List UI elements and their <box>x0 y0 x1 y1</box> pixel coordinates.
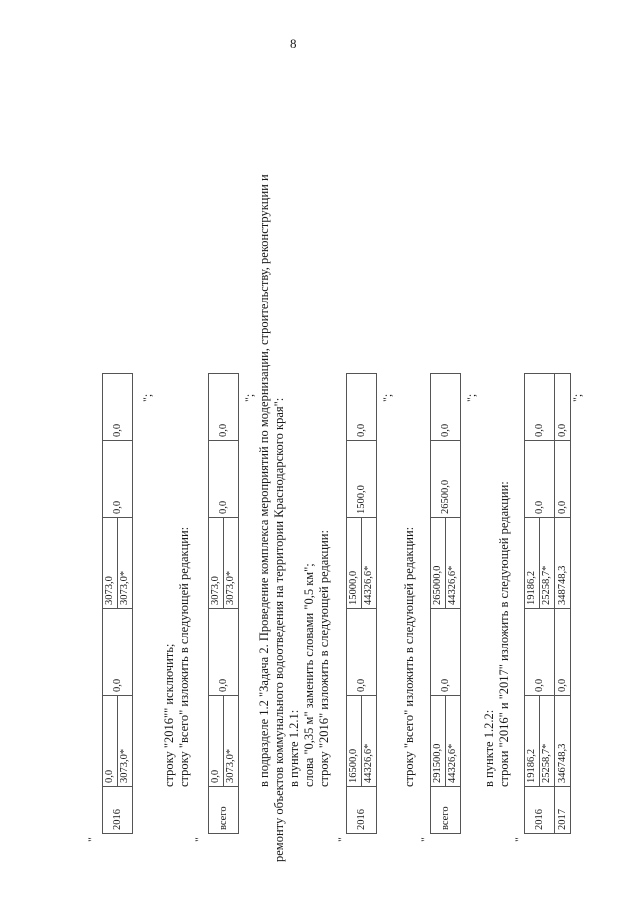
quote-close: "; <box>140 393 154 402</box>
quote-close: "; <box>570 393 584 402</box>
year-cell: 2016 <box>103 787 133 834</box>
cell: 26500,0 <box>431 441 461 518</box>
cell: 0,0 <box>103 374 133 441</box>
cell: 15000,0 44326,6* <box>347 518 377 609</box>
text-line: строку "всего" изложить в следующей редакции: <box>402 526 416 787</box>
cell: 0,0 <box>525 441 555 518</box>
cell: 0,0 <box>525 609 555 696</box>
year-cell: всего <box>431 787 461 834</box>
page-number: 8 <box>290 36 297 51</box>
quote-open: " <box>418 837 432 842</box>
year-cell: 2016 <box>347 787 377 834</box>
cell-total: 0,0 3073,0* <box>103 696 133 787</box>
cell: 0,0 <box>209 374 239 441</box>
table-rows-2016-2017 <box>524 373 571 834</box>
cell: 265000,0 44326,6* <box>431 518 461 609</box>
quote-close: "; <box>242 393 256 402</box>
text-line: в пункте 1.2.1: <box>287 709 301 787</box>
cell: 0,0 <box>103 609 133 696</box>
text-line: слова "0,35 м" заменить словами "0,5 км"; <box>302 563 316 787</box>
cell: 1500,0 <box>347 441 377 518</box>
cell: 0,0 <box>103 441 133 518</box>
cell: 0,0 <box>555 609 571 696</box>
text-line: строку "2016"" исключить; <box>162 643 176 787</box>
year-cell: 2016 <box>525 787 555 834</box>
table-row-total-new <box>430 373 461 834</box>
cell: 0,0 <box>555 374 571 441</box>
cell: 3073,0 3073,0* <box>209 518 239 609</box>
cell: 3073,0 3073,0* <box>103 518 133 609</box>
year-cell: 2017 <box>555 787 571 834</box>
text-line: строки "2016" и "2017" изложить в следующей редакции: <box>497 481 511 787</box>
cell: 0,0 <box>347 374 377 441</box>
cell: 291500,0 44326,6* <box>431 696 461 787</box>
cell: 348748,3 <box>555 518 571 609</box>
text-line: в пункте 1.2.2: <box>482 709 496 787</box>
table-row-total <box>208 373 239 834</box>
cell: 0,0 <box>209 441 239 518</box>
cell: 0,0 <box>209 609 239 696</box>
cell: 0,0 <box>347 609 377 696</box>
text-line: строку "всего" изложить в следующей редакции: <box>177 526 191 787</box>
quote-open: " <box>335 837 349 842</box>
cell: 19186,2 25258,7* <box>525 518 555 609</box>
quote-close: "; <box>464 393 478 402</box>
cell: 0,0 3073,0* <box>209 696 239 787</box>
text-line: ремонту объектов коммунального водоотведения на территории Краснодарского края": <box>272 397 286 862</box>
cell: 0,0 <box>431 374 461 441</box>
text-line: в подразделе 1.2 "Задача 2. Проведение комплекса мероприятий по модернизации, строительству, реконструкции и <box>257 174 271 787</box>
year-cell: всего <box>209 787 239 834</box>
cell: 19186,2 25258,7* <box>525 696 555 787</box>
quote-open: " <box>512 837 526 842</box>
cell: 346748,3 <box>555 696 571 787</box>
cell: 16500,0 44326,6* <box>347 696 377 787</box>
cell: 0,0 <box>525 374 555 441</box>
table-row-2016-old <box>102 373 133 834</box>
table-row-2016-new <box>346 373 377 834</box>
quote-open: " <box>85 837 99 842</box>
cell: 0,0 <box>431 609 461 696</box>
cell: 0,0 <box>555 441 571 518</box>
rotated-content <box>80 102 584 862</box>
quote-open: " <box>192 837 206 842</box>
quote-close: "; <box>380 393 394 402</box>
text-line: строку "2016" изложить в следующей редакции: <box>317 530 331 787</box>
